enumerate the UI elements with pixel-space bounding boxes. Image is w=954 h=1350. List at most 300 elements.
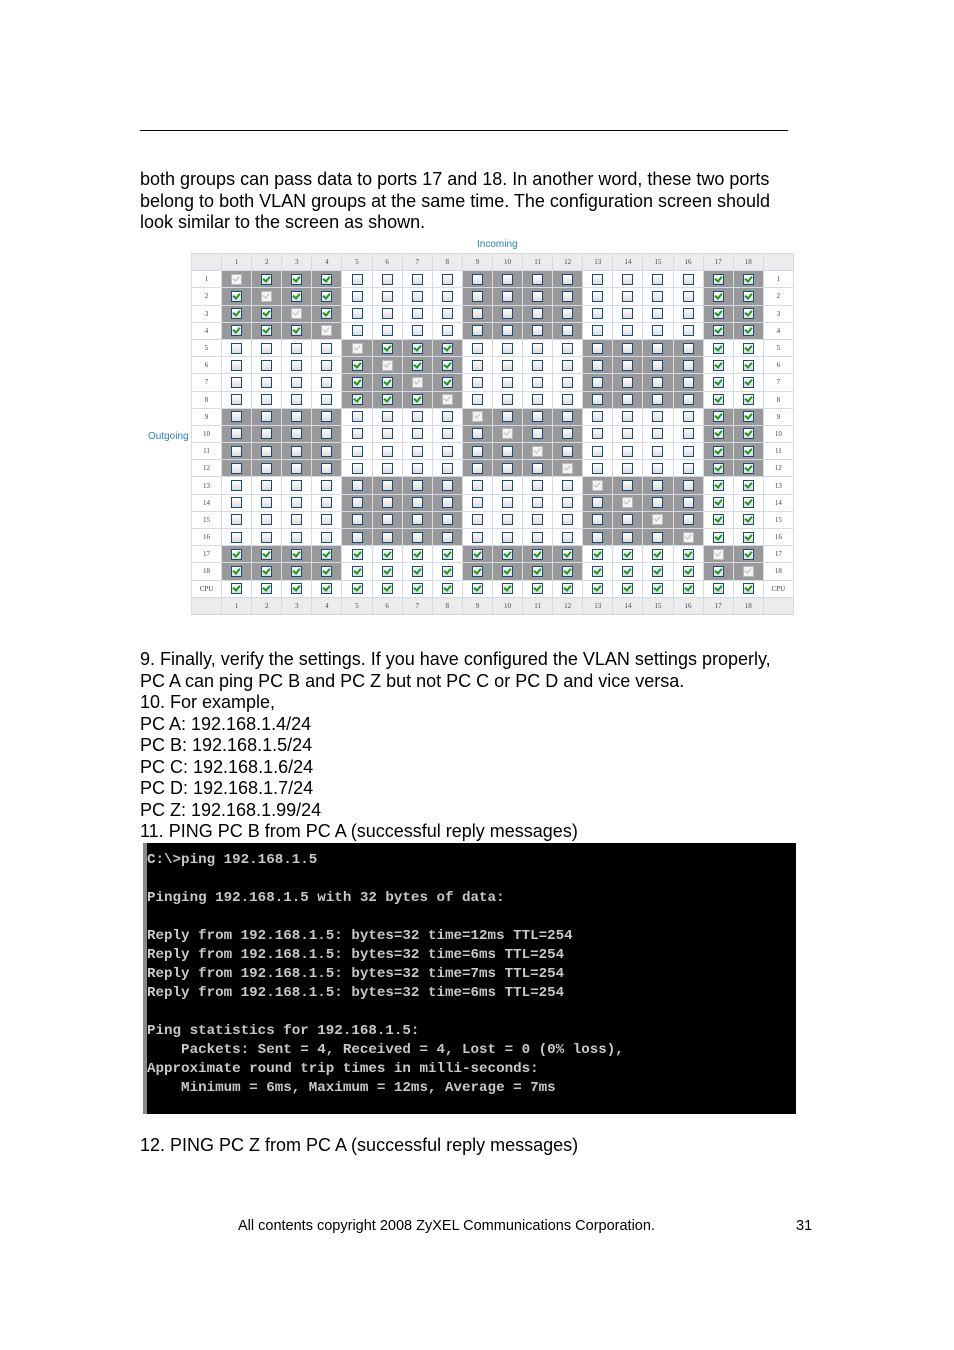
checkbox[interactable]	[352, 308, 363, 319]
checkbox[interactable]	[652, 566, 663, 577]
checkbox[interactable]	[743, 360, 754, 371]
checkbox[interactable]	[321, 497, 332, 508]
checkbox[interactable]	[231, 308, 242, 319]
checkbox[interactable]	[743, 532, 754, 543]
checkbox[interactable]	[412, 411, 423, 422]
checkbox[interactable]	[382, 291, 393, 302]
checkbox[interactable]	[321, 549, 332, 560]
checkbox[interactable]	[472, 583, 483, 594]
checkbox[interactable]	[231, 480, 242, 491]
checkbox[interactable]	[442, 463, 453, 474]
checkbox[interactable]	[502, 583, 513, 594]
checkbox[interactable]	[442, 343, 453, 354]
checkbox[interactable]	[532, 480, 543, 491]
checkbox[interactable]	[592, 532, 603, 543]
checkbox[interactable]	[713, 377, 724, 388]
checkbox[interactable]	[261, 360, 272, 371]
checkbox[interactable]	[291, 411, 302, 422]
checkbox[interactable]	[231, 377, 242, 388]
checkbox[interactable]	[442, 583, 453, 594]
checkbox[interactable]	[412, 308, 423, 319]
checkbox[interactable]	[652, 480, 663, 491]
checkbox[interactable]	[352, 394, 363, 405]
checkbox[interactable]	[652, 394, 663, 405]
checkbox[interactable]	[502, 291, 513, 302]
checkbox[interactable]	[261, 394, 272, 405]
checkbox[interactable]	[562, 377, 573, 388]
checkbox[interactable]	[683, 274, 694, 285]
checkbox[interactable]	[291, 532, 302, 543]
checkbox[interactable]	[261, 411, 272, 422]
checkbox[interactable]	[502, 360, 513, 371]
checkbox[interactable]	[743, 583, 754, 594]
checkbox[interactable]	[472, 308, 483, 319]
checkbox[interactable]	[291, 291, 302, 302]
checkbox[interactable]	[622, 411, 633, 422]
checkbox[interactable]	[472, 360, 483, 371]
checkbox[interactable]	[442, 480, 453, 491]
checkbox[interactable]	[713, 411, 724, 422]
checkbox[interactable]	[412, 325, 423, 336]
checkbox[interactable]	[622, 463, 633, 474]
checkbox[interactable]	[622, 343, 633, 354]
checkbox[interactable]	[713, 532, 724, 543]
checkbox[interactable]	[592, 463, 603, 474]
checkbox[interactable]	[412, 497, 423, 508]
checkbox[interactable]	[442, 566, 453, 577]
checkbox[interactable]	[562, 428, 573, 439]
checkbox[interactable]	[502, 532, 513, 543]
checkbox[interactable]	[231, 446, 242, 457]
checkbox[interactable]	[652, 532, 663, 543]
checkbox[interactable]	[442, 274, 453, 285]
checkbox[interactable]	[743, 291, 754, 302]
checkbox[interactable]	[622, 532, 633, 543]
checkbox[interactable]	[291, 566, 302, 577]
checkbox[interactable]	[683, 446, 694, 457]
checkbox[interactable]	[291, 480, 302, 491]
checkbox[interactable]	[352, 497, 363, 508]
checkbox[interactable]	[592, 360, 603, 371]
checkbox[interactable]	[231, 566, 242, 577]
checkbox[interactable]	[713, 497, 724, 508]
checkbox[interactable]	[562, 325, 573, 336]
checkbox[interactable]	[713, 446, 724, 457]
checkbox[interactable]	[382, 480, 393, 491]
checkbox[interactable]	[321, 480, 332, 491]
checkbox[interactable]	[713, 325, 724, 336]
checkbox[interactable]	[472, 514, 483, 525]
checkbox[interactable]	[382, 377, 393, 388]
checkbox[interactable]	[321, 583, 332, 594]
checkbox[interactable]	[592, 497, 603, 508]
checkbox[interactable]	[352, 428, 363, 439]
checkbox[interactable]	[592, 428, 603, 439]
checkbox[interactable]	[382, 446, 393, 457]
checkbox[interactable]	[502, 343, 513, 354]
checkbox[interactable]	[382, 274, 393, 285]
checkbox[interactable]	[261, 428, 272, 439]
checkbox[interactable]	[622, 566, 633, 577]
checkbox[interactable]	[261, 377, 272, 388]
checkbox[interactable]	[592, 549, 603, 560]
checkbox[interactable]	[713, 360, 724, 371]
checkbox[interactable]	[532, 428, 543, 439]
checkbox[interactable]	[532, 583, 543, 594]
checkbox[interactable]	[352, 325, 363, 336]
checkbox[interactable]	[622, 446, 633, 457]
checkbox[interactable]	[622, 291, 633, 302]
checkbox[interactable]	[291, 549, 302, 560]
checkbox[interactable]	[713, 308, 724, 319]
checkbox[interactable]	[412, 514, 423, 525]
checkbox[interactable]	[713, 291, 724, 302]
checkbox[interactable]	[592, 411, 603, 422]
checkbox[interactable]	[231, 428, 242, 439]
checkbox[interactable]	[442, 411, 453, 422]
checkbox[interactable]	[652, 446, 663, 457]
checkbox[interactable]	[743, 428, 754, 439]
checkbox[interactable]	[321, 360, 332, 371]
checkbox[interactable]	[231, 360, 242, 371]
checkbox[interactable]	[291, 325, 302, 336]
checkbox[interactable]	[683, 514, 694, 525]
checkbox[interactable]	[412, 480, 423, 491]
checkbox[interactable]	[412, 360, 423, 371]
checkbox[interactable]	[683, 411, 694, 422]
checkbox[interactable]	[412, 274, 423, 285]
checkbox[interactable]	[442, 360, 453, 371]
checkbox[interactable]	[502, 394, 513, 405]
checkbox[interactable]	[502, 308, 513, 319]
checkbox[interactable]	[562, 514, 573, 525]
checkbox[interactable]	[382, 497, 393, 508]
checkbox[interactable]	[743, 497, 754, 508]
checkbox[interactable]	[261, 308, 272, 319]
checkbox[interactable]	[652, 343, 663, 354]
checkbox[interactable]	[622, 480, 633, 491]
checkbox[interactable]	[472, 463, 483, 474]
checkbox[interactable]	[562, 360, 573, 371]
checkbox[interactable]	[562, 394, 573, 405]
checkbox[interactable]	[652, 325, 663, 336]
checkbox[interactable]	[713, 343, 724, 354]
checkbox[interactable]	[352, 377, 363, 388]
checkbox[interactable]	[382, 566, 393, 577]
checkbox[interactable]	[412, 549, 423, 560]
checkbox[interactable]	[502, 566, 513, 577]
checkbox[interactable]	[442, 514, 453, 525]
checkbox[interactable]	[472, 566, 483, 577]
checkbox[interactable]	[261, 497, 272, 508]
checkbox[interactable]	[291, 463, 302, 474]
checkbox[interactable]	[231, 463, 242, 474]
checkbox[interactable]	[352, 360, 363, 371]
checkbox[interactable]	[442, 377, 453, 388]
checkbox[interactable]	[592, 583, 603, 594]
checkbox[interactable]	[321, 463, 332, 474]
checkbox[interactable]	[592, 394, 603, 405]
checkbox[interactable]	[532, 394, 543, 405]
checkbox[interactable]	[442, 428, 453, 439]
checkbox[interactable]	[562, 411, 573, 422]
checkbox[interactable]	[261, 583, 272, 594]
checkbox[interactable]	[713, 583, 724, 594]
checkbox[interactable]	[532, 549, 543, 560]
checkbox[interactable]	[683, 480, 694, 491]
checkbox[interactable]	[743, 446, 754, 457]
checkbox[interactable]	[442, 446, 453, 457]
checkbox[interactable]	[442, 291, 453, 302]
checkbox[interactable]	[382, 308, 393, 319]
checkbox[interactable]	[502, 274, 513, 285]
checkbox[interactable]	[261, 274, 272, 285]
checkbox[interactable]	[382, 394, 393, 405]
checkbox[interactable]	[532, 463, 543, 474]
checkbox[interactable]	[412, 343, 423, 354]
checkbox[interactable]	[291, 360, 302, 371]
checkbox[interactable]	[652, 411, 663, 422]
checkbox[interactable]	[562, 583, 573, 594]
checkbox[interactable]	[472, 343, 483, 354]
checkbox[interactable]	[532, 514, 543, 525]
checkbox[interactable]	[743, 325, 754, 336]
checkbox[interactable]	[683, 325, 694, 336]
checkbox[interactable]	[743, 549, 754, 560]
checkbox[interactable]	[261, 463, 272, 474]
checkbox[interactable]	[321, 446, 332, 457]
checkbox[interactable]	[442, 325, 453, 336]
checkbox[interactable]	[652, 463, 663, 474]
checkbox[interactable]	[382, 428, 393, 439]
checkbox[interactable]	[472, 274, 483, 285]
checkbox[interactable]	[592, 566, 603, 577]
checkbox[interactable]	[502, 446, 513, 457]
checkbox[interactable]	[532, 343, 543, 354]
checkbox[interactable]	[502, 325, 513, 336]
checkbox[interactable]	[592, 514, 603, 525]
checkbox[interactable]	[532, 532, 543, 543]
checkbox[interactable]	[562, 291, 573, 302]
checkbox[interactable]	[683, 291, 694, 302]
checkbox[interactable]	[472, 480, 483, 491]
checkbox[interactable]	[683, 583, 694, 594]
checkbox[interactable]	[352, 583, 363, 594]
checkbox[interactable]	[652, 308, 663, 319]
checkbox[interactable]	[622, 549, 633, 560]
checkbox[interactable]	[352, 274, 363, 285]
checkbox[interactable]	[382, 583, 393, 594]
checkbox[interactable]	[743, 480, 754, 491]
checkbox[interactable]	[472, 446, 483, 457]
checkbox[interactable]	[502, 514, 513, 525]
checkbox[interactable]	[622, 360, 633, 371]
checkbox[interactable]	[261, 549, 272, 560]
checkbox[interactable]	[382, 463, 393, 474]
checkbox[interactable]	[683, 377, 694, 388]
checkbox[interactable]	[743, 308, 754, 319]
checkbox[interactable]	[532, 325, 543, 336]
checkbox[interactable]	[291, 514, 302, 525]
checkbox[interactable]	[713, 428, 724, 439]
checkbox[interactable]	[743, 377, 754, 388]
checkbox[interactable]	[622, 274, 633, 285]
checkbox[interactable]	[532, 497, 543, 508]
checkbox[interactable]	[713, 394, 724, 405]
checkbox[interactable]	[592, 274, 603, 285]
checkbox[interactable]	[532, 377, 543, 388]
checkbox[interactable]	[291, 583, 302, 594]
checkbox[interactable]	[321, 428, 332, 439]
checkbox[interactable]	[652, 291, 663, 302]
checkbox[interactable]	[231, 325, 242, 336]
checkbox[interactable]	[261, 566, 272, 577]
checkbox[interactable]	[502, 411, 513, 422]
checkbox[interactable]	[382, 411, 393, 422]
checkbox[interactable]	[352, 291, 363, 302]
checkbox[interactable]	[652, 497, 663, 508]
checkbox[interactable]	[532, 274, 543, 285]
checkbox[interactable]	[231, 583, 242, 594]
checkbox[interactable]	[291, 446, 302, 457]
checkbox[interactable]	[352, 532, 363, 543]
checkbox[interactable]	[622, 308, 633, 319]
checkbox[interactable]	[562, 549, 573, 560]
checkbox[interactable]	[562, 308, 573, 319]
checkbox[interactable]	[321, 566, 332, 577]
checkbox[interactable]	[352, 480, 363, 491]
checkbox[interactable]	[472, 549, 483, 560]
checkbox[interactable]	[472, 291, 483, 302]
checkbox[interactable]	[743, 274, 754, 285]
checkbox[interactable]	[622, 583, 633, 594]
checkbox[interactable]	[502, 497, 513, 508]
checkbox[interactable]	[321, 532, 332, 543]
checkbox[interactable]	[592, 446, 603, 457]
checkbox[interactable]	[592, 343, 603, 354]
checkbox[interactable]	[352, 514, 363, 525]
checkbox[interactable]	[352, 446, 363, 457]
checkbox[interactable]	[442, 497, 453, 508]
checkbox[interactable]	[652, 583, 663, 594]
checkbox[interactable]	[502, 480, 513, 491]
checkbox[interactable]	[652, 549, 663, 560]
checkbox[interactable]	[743, 343, 754, 354]
checkbox[interactable]	[592, 377, 603, 388]
checkbox[interactable]	[532, 360, 543, 371]
checkbox[interactable]	[502, 549, 513, 560]
checkbox[interactable]	[382, 514, 393, 525]
checkbox[interactable]	[261, 446, 272, 457]
checkbox[interactable]	[472, 428, 483, 439]
checkbox[interactable]	[412, 291, 423, 302]
checkbox[interactable]	[231, 532, 242, 543]
checkbox[interactable]	[622, 428, 633, 439]
checkbox[interactable]	[713, 480, 724, 491]
checkbox[interactable]	[352, 411, 363, 422]
checkbox[interactable]	[532, 411, 543, 422]
checkbox[interactable]	[502, 377, 513, 388]
checkbox[interactable]	[261, 343, 272, 354]
checkbox[interactable]	[683, 463, 694, 474]
checkbox[interactable]	[321, 394, 332, 405]
checkbox[interactable]	[321, 291, 332, 302]
checkbox[interactable]	[412, 463, 423, 474]
checkbox[interactable]	[261, 480, 272, 491]
checkbox[interactable]	[683, 566, 694, 577]
checkbox[interactable]	[412, 428, 423, 439]
checkbox[interactable]	[442, 532, 453, 543]
checkbox[interactable]	[261, 532, 272, 543]
checkbox[interactable]	[532, 308, 543, 319]
checkbox[interactable]	[683, 343, 694, 354]
checkbox[interactable]	[713, 463, 724, 474]
checkbox[interactable]	[412, 583, 423, 594]
checkbox[interactable]	[442, 549, 453, 560]
checkbox[interactable]	[321, 343, 332, 354]
checkbox[interactable]	[683, 394, 694, 405]
checkbox[interactable]	[683, 428, 694, 439]
checkbox[interactable]	[231, 497, 242, 508]
checkbox[interactable]	[622, 377, 633, 388]
checkbox[interactable]	[562, 480, 573, 491]
checkbox[interactable]	[382, 532, 393, 543]
checkbox[interactable]	[352, 566, 363, 577]
checkbox[interactable]	[231, 394, 242, 405]
checkbox[interactable]	[231, 411, 242, 422]
checkbox[interactable]	[713, 514, 724, 525]
checkbox[interactable]	[713, 274, 724, 285]
checkbox[interactable]	[532, 566, 543, 577]
checkbox[interactable]	[412, 446, 423, 457]
checkbox[interactable]	[412, 566, 423, 577]
checkbox[interactable]	[261, 514, 272, 525]
checkbox[interactable]	[472, 377, 483, 388]
checkbox[interactable]	[321, 411, 332, 422]
checkbox[interactable]	[472, 532, 483, 543]
checkbox[interactable]	[412, 532, 423, 543]
checkbox[interactable]	[562, 274, 573, 285]
checkbox[interactable]	[472, 394, 483, 405]
checkbox[interactable]	[321, 377, 332, 388]
checkbox[interactable]	[321, 274, 332, 285]
checkbox[interactable]	[592, 308, 603, 319]
checkbox[interactable]	[743, 394, 754, 405]
checkbox[interactable]	[562, 566, 573, 577]
checkbox[interactable]	[683, 497, 694, 508]
checkbox[interactable]	[592, 325, 603, 336]
checkbox[interactable]	[562, 343, 573, 354]
checkbox[interactable]	[382, 325, 393, 336]
checkbox[interactable]	[683, 308, 694, 319]
checkbox[interactable]	[442, 308, 453, 319]
checkbox[interactable]	[352, 463, 363, 474]
checkbox[interactable]	[352, 549, 363, 560]
checkbox[interactable]	[683, 549, 694, 560]
checkbox[interactable]	[291, 343, 302, 354]
checkbox[interactable]	[472, 325, 483, 336]
checkbox[interactable]	[231, 291, 242, 302]
checkbox[interactable]	[743, 514, 754, 525]
checkbox[interactable]	[743, 411, 754, 422]
checkbox[interactable]	[291, 428, 302, 439]
checkbox[interactable]	[562, 497, 573, 508]
checkbox[interactable]	[532, 291, 543, 302]
checkbox[interactable]	[683, 360, 694, 371]
checkbox[interactable]	[622, 325, 633, 336]
checkbox[interactable]	[713, 566, 724, 577]
checkbox[interactable]	[412, 394, 423, 405]
